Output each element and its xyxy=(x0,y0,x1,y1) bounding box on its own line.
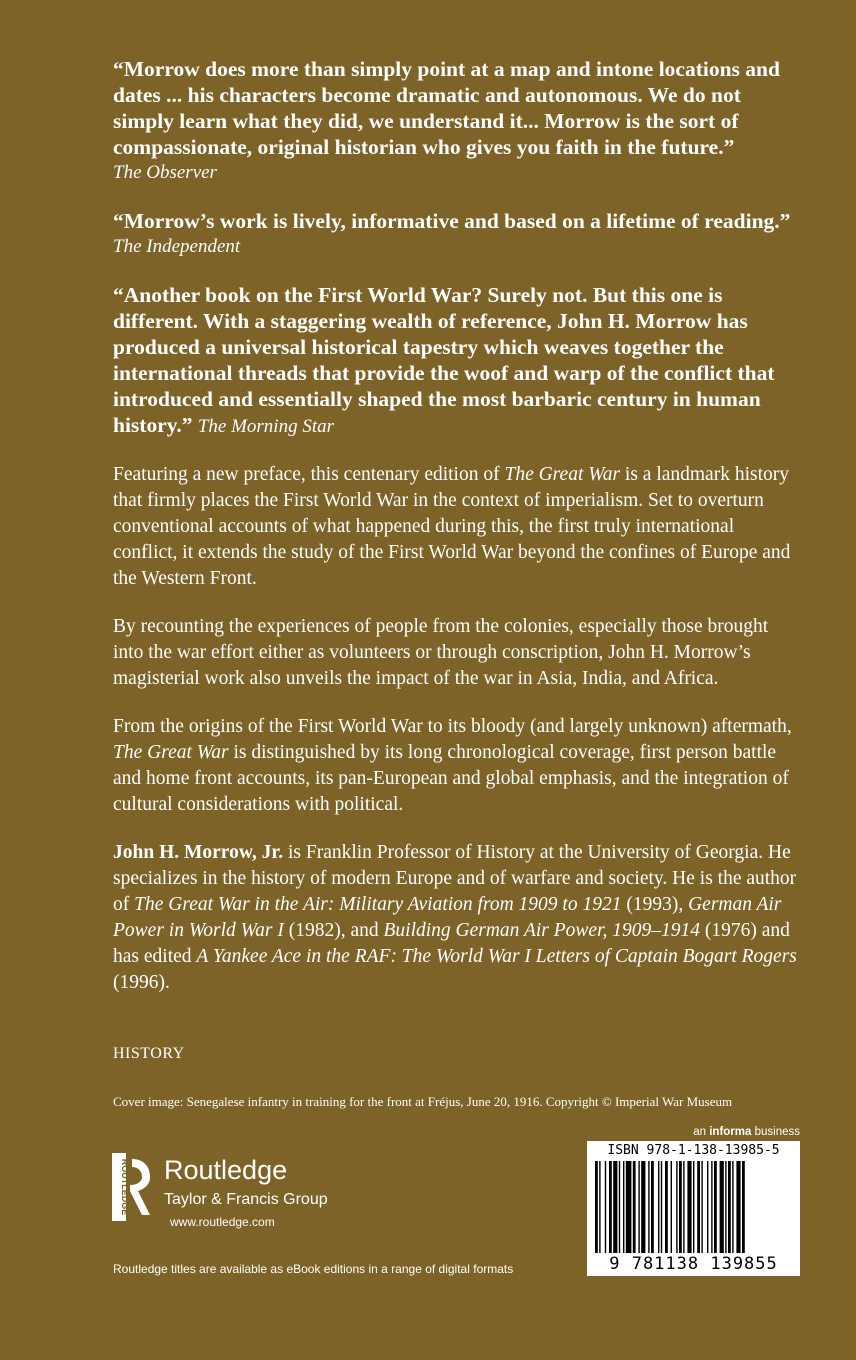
review-quote xyxy=(113,208,803,260)
barcode-bar xyxy=(687,1161,691,1253)
isbn-barcode xyxy=(587,1141,800,1276)
barcode-bar xyxy=(613,1161,617,1253)
quote-source: The Independent xyxy=(113,236,241,257)
barcode-bar xyxy=(683,1161,684,1253)
back-cover-text xyxy=(113,56,803,1018)
book-title: The Great War xyxy=(113,742,229,763)
barcode-bar xyxy=(599,1161,600,1253)
barcode-bar xyxy=(595,1161,598,1253)
barcode-bar xyxy=(701,1161,702,1253)
barcode-bar xyxy=(707,1161,708,1253)
barcode-bar xyxy=(661,1161,662,1253)
barcode-bar xyxy=(633,1161,636,1253)
barcode-bar xyxy=(676,1161,677,1253)
barcode-bar xyxy=(693,1161,694,1253)
description-paragraph: Featuring a new preface, this centenary edition of The Great War is a landmark history that firmly places the First World War in the context of imperialism. Set to overturn conventional accounts of what happened during this, the first truly international conflict, it extends the study of the First World War beyond the confines of Europe and the Western Front. xyxy=(113,464,791,589)
barcode-bar xyxy=(605,1161,606,1253)
barcode-bar xyxy=(609,1161,612,1253)
book-title: The Great War xyxy=(504,464,621,485)
barcode-bar xyxy=(697,1161,700,1253)
routledge-logo xyxy=(112,1153,372,1233)
barcode-bar xyxy=(658,1161,659,1253)
quote-text: “Morrow’s work is lively, informative and based on a lifetime of reading.” xyxy=(113,209,791,233)
svg-text:ROUTLEDGE: ROUTLEDGE xyxy=(120,1158,130,1216)
barcode-bar xyxy=(623,1161,624,1253)
ebook-note: Routledge titles are available as eBook editions in a range of digital formats xyxy=(113,1262,514,1276)
quote-source: The Morning Star xyxy=(197,416,335,437)
review-quote xyxy=(113,56,803,186)
barcode-bar xyxy=(679,1161,682,1253)
barcode-bar xyxy=(651,1161,654,1253)
cover-credit: Cover image: Senegalese infantry in training for the front at Fréjus, June 20, 1916. Copyright © Imperial War Museum xyxy=(113,1094,733,1109)
barcode-bar xyxy=(736,1161,740,1253)
barcode-bar xyxy=(711,1161,712,1253)
routledge-logo-icon xyxy=(112,1153,152,1221)
barcode-bar xyxy=(648,1161,649,1253)
barcode-bar xyxy=(626,1161,632,1253)
description-paragraph: By recounting the experiences of people from the colonies, especially those brought into the war effort either as volunteers or through conscription, John H. Morrow’s magisterial work also unveils the impact of the war in Asia, India, and Africa. xyxy=(113,616,769,689)
barcode-bar xyxy=(638,1161,639,1253)
barcode-bar xyxy=(732,1161,733,1253)
barcode-bar xyxy=(728,1161,731,1253)
author-name: John H. Morrow, Jr. xyxy=(113,842,284,863)
barcode-bar xyxy=(665,1161,668,1253)
quote-source: The Observer xyxy=(113,162,217,183)
barcode-bar xyxy=(742,1161,745,1253)
isbn-label: ISBN 978-1-138-13985-5 xyxy=(607,1143,780,1158)
barcode-bar xyxy=(671,1161,672,1253)
quote-text: “Another book on the First World War? Surely not. But this one is different. With a staggering wealth of reference, John H. Morrow has produced a universal historical tapestry which weaves together the international threads that provide the woof and warp of the conflict that introduced and essentially shaped the most barbaric century in human history.” The Morning Star xyxy=(113,283,775,437)
barcode-digits: 9 781138 139855 xyxy=(609,1254,778,1274)
barcode-bar xyxy=(720,1161,724,1253)
subject-category: HISTORY xyxy=(113,1045,185,1062)
barcode-bar xyxy=(714,1161,717,1253)
review-quote xyxy=(113,282,803,440)
barcode-bar xyxy=(641,1161,645,1253)
publisher-name: Routledge xyxy=(164,1155,288,1185)
publisher-url: www.routledge.com xyxy=(170,1215,275,1229)
informa-tagline: an informa business xyxy=(693,1126,800,1138)
quote-text: “Morrow does more than simply point at a map and intone locations and dates ... his characters become dramatic and autonomous. We do not simply learn what they did, we understand it... Morrow is the sort of compassionate, original historian who gives you faith in the future.” xyxy=(113,57,780,159)
barcode-bar xyxy=(619,1161,620,1253)
description-paragraph: From the origins of the First World War to its bloody (and largely unknown) aftermath, The Great War is distinguished by its long chronological coverage, first person battle and home front accounts, its pan-European and global emphasis, and the integration of cultural considerations with political. xyxy=(113,716,792,815)
barcode-bars xyxy=(595,1161,792,1253)
barcode-bar xyxy=(725,1161,726,1253)
author-bio: John H. Morrow, Jr. is Franklin Professor of History at the University of Georgia. He specializes in the history of modern Europe and of warfare and society. He is the author of The Great War in the Air: Military Aviation from 1909 to 1921 (1993), German Air Power in World War I (1982), and Building German Air Power, 1909–1914 (1976) and has edited A Yankee Ace in the RAF: The World War I Letters of Captain Bogart Rogers (1996). xyxy=(113,842,797,993)
publisher-group: Taylor & Francis Group xyxy=(164,1191,328,1208)
